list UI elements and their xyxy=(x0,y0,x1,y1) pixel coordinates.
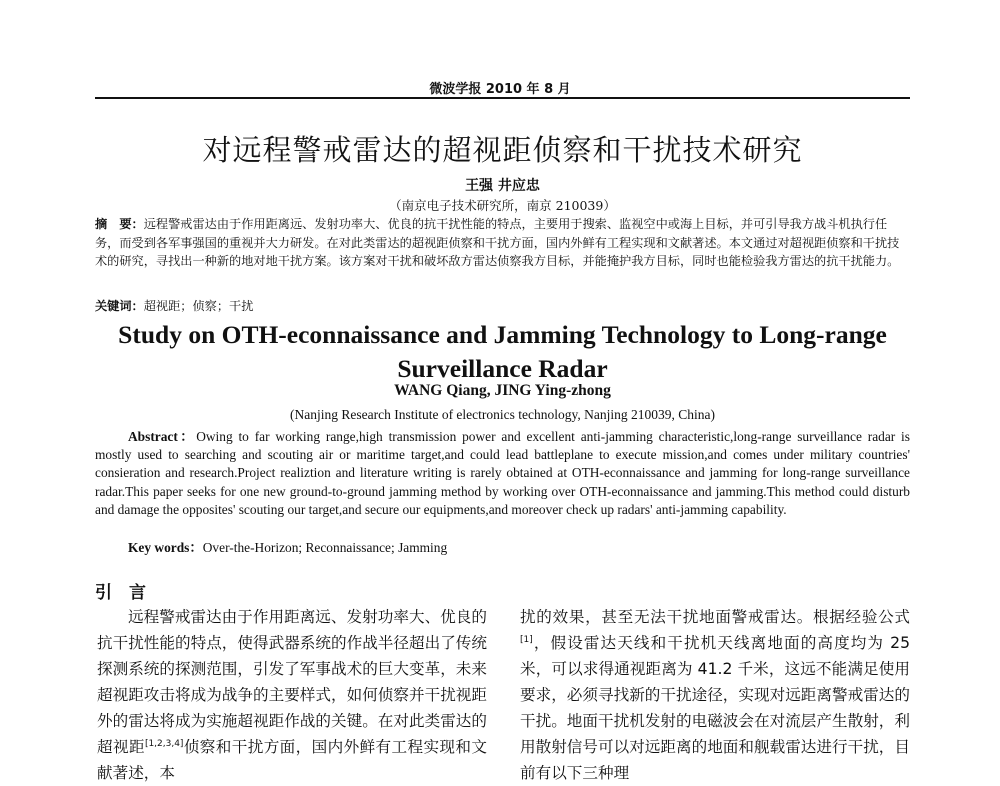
left-text-b: 侦察和干扰方面，国内外鲜有工程实现和文献著述，本 xyxy=(97,738,487,782)
chinese-keywords-text: 超视距；侦察；干扰 xyxy=(143,299,254,313)
english-abstract xyxy=(95,428,910,519)
chinese-authors: 王强 井应忠 xyxy=(465,178,540,194)
right-citation: [1] xyxy=(520,634,533,645)
english-affiliation: (Nanjing Research Institute of electronics technology, Nanjing 210039, China) xyxy=(289,407,715,422)
chinese-title: 对远程警戒雷达的超视距侦察和干扰技术研究 xyxy=(202,133,803,167)
chinese-abstract-label: 摘 要： xyxy=(95,217,144,231)
section-heading-introduction: 引 言 xyxy=(95,583,146,603)
english-abstract-text: Owing to far working range,high transmission power and excellent anti-jamming characteristic,long-range surveillance radar is mostly used to searching and scouting air or maritime target,and could lead battleplane to execute mission,and comes under military countries' consieration and research.Project realiztion and literature writing is rarely obtained at OTH-econnaissance and jamming for long-range surveillance radar.This paper seeks for one new ground-to-ground jamming method by working over OTH-econnaissance and jamming.This method could disturb and damage the opposites' scouting our target,and secure our equipments,and moreover check up radars' anti-jamming capability. xyxy=(95,429,910,517)
right-text-b: ，假设雷达天线和干扰机天线离地面的高度均为 25 米，可以求得通视距离为 41.2 千米，这远不能满足使用要求，必须寻找新的干扰途径，实现对远距离警戒雷达的干扰。地面干扰机发射的电磁波会在对流层产生散射，利用散射信号可以对远距离的地面和舰载雷达进行干扰，目前有以下三种理 xyxy=(520,634,910,782)
left-text-a: 远程警戒雷达由于作用距离远、发射功率大、优良的抗干扰性能的特点，使得武器系统的作战半径超出了传统探测系统的探测范围，引发了军事战术的巨大变革，未来超视距攻击将成为战争的主要样式，如何侦察并干扰视距外的雷达将成为实施超视距作战的关键。在对此类雷达的超视距 xyxy=(97,608,487,756)
english-keywords xyxy=(128,537,908,556)
body-column-right xyxy=(520,604,910,782)
english-keywords-text: Over-the-Horizon; Reconnaissance; Jamming xyxy=(202,540,448,555)
english-title: Study on OTH-econnaissance and Jamming Technology to Long-range Surveillance Radar xyxy=(118,320,887,383)
chinese-affiliation: （南京电子技术研究所，南京 210039） xyxy=(389,198,616,213)
header-rule xyxy=(95,97,910,99)
english-abstract-label: Abstract： xyxy=(128,429,197,444)
body-column-left xyxy=(97,604,487,782)
chinese-abstract xyxy=(95,215,910,271)
english-keywords-label: Key words： xyxy=(128,540,203,555)
right-text-a: 扰的效果，甚至无法干扰地面警戒雷达。根据经验公式 xyxy=(520,608,910,626)
chinese-keywords xyxy=(95,297,910,314)
left-citation: [1,2,3,4] xyxy=(144,738,184,749)
chinese-abstract-text: 远程警戒雷达由于作用距离远、发射功率大、优良的抗干扰性能的特点，主要用于搜索、监视空中或海上目标，并可引导我方战斗机执行任务，而受到各军事强国的重视并大力研发。在对此类雷达的超视距侦察和干扰方面，国内外鲜有工程实现和文献著述。本文通过对超视距侦察和干扰技术的研究，寻找出一种新的地对地干扰方案。该方案对干扰和破坏敌方雷达侦察我方目标，并能掩护我方目标，同时也能检验我方雷达的抗干扰能力。 xyxy=(95,217,900,268)
chinese-keywords-label: 关键词： xyxy=(95,299,144,313)
journal-header: 微波学报 2010 年 8 月 xyxy=(429,82,571,97)
english-authors: WANG Qiang, JING Ying-zhong xyxy=(394,382,611,399)
